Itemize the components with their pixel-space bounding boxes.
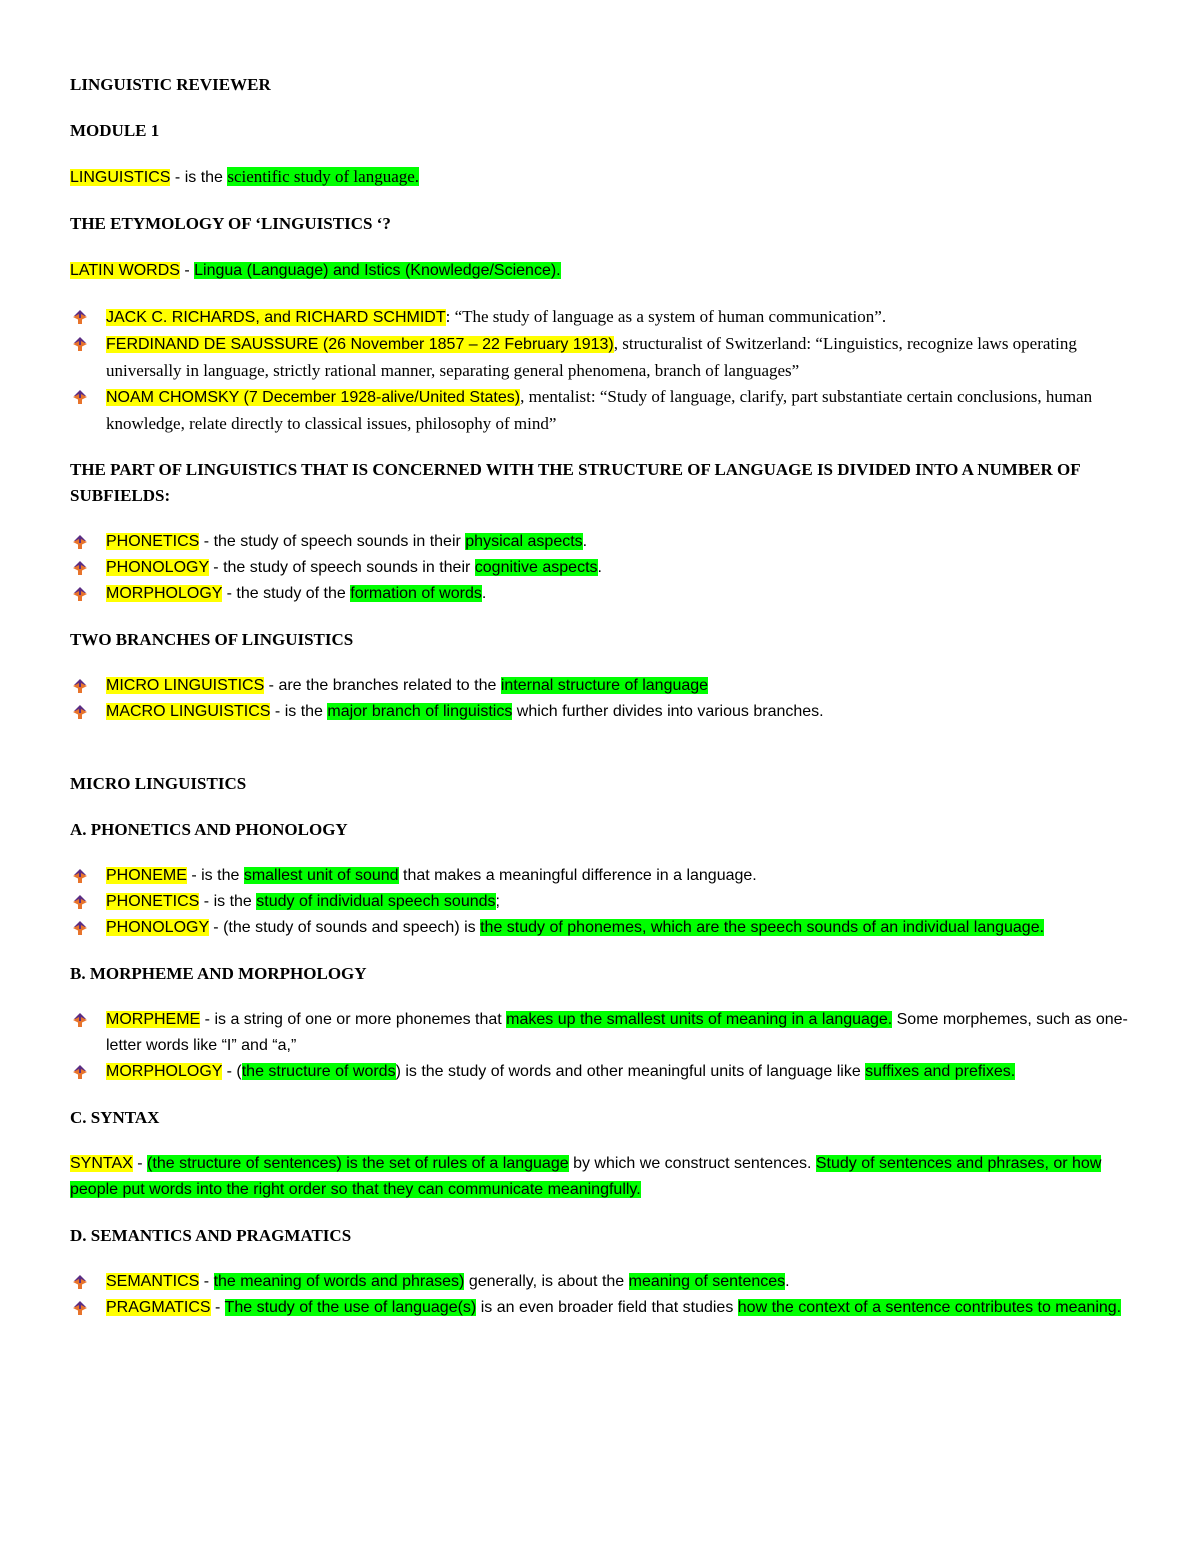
definition-highlight: scientific study of language. (227, 167, 420, 186)
list-item: FERDINAND DE SAUSSURE (26 November 1857 – 22 February 1913), structuralist of Switzerland: “Linguistics, recognize laws operating universally in language, strictly rational manner, separating general phenomena, branch of languages” (70, 331, 1140, 384)
document-title: LINGUISTIC REVIEWER (70, 75, 271, 94)
structure-heading: THE PART OF LINGUISTICS THAT IS CONCERNED WITH THE STRUCTURE OF LANGUAGE IS DIVIDED INTO A NUMBER OF SUBFIELDS: (70, 460, 1081, 505)
bullet-arrow-icon (72, 1300, 88, 1316)
linguistics-definition: LINGUISTICS - is the scientific study of language. (70, 167, 420, 186)
list-item: MORPHOLOGY - the study of the formation of words. (70, 581, 1140, 607)
bullet-arrow-icon (72, 534, 88, 550)
bullet-arrow-icon (72, 309, 88, 325)
definition-highlight: Lingua (Language) and Istics (Knowledge/Science). (194, 262, 561, 279)
list-item: MORPHEME - is a string of one or more phonemes that makes up the smallest units of meaning in a language. Some morphemes, such as one-letter words like “I” and “a,” (70, 1007, 1140, 1059)
bullet-arrow-icon (72, 336, 88, 352)
bullet-arrow-icon (72, 868, 88, 884)
list-item: PHONETICS - the study of speech sounds in their physical aspects. (70, 529, 1140, 555)
list-item: PHONEME - is the smallest unit of sound that makes a meaningful difference in a language. (70, 863, 1140, 889)
module-heading: MODULE 1 (70, 121, 160, 140)
list-item: MICRO LINGUISTICS - are the branches related to the internal structure of language (70, 673, 1140, 699)
definitions-list (70, 304, 1140, 437)
bullet-arrow-icon (72, 1064, 88, 1080)
list-item: PRAGMATICS - The study of the use of language(s) is an even broader field that studies how the context of a sentence contributes to meaning. (70, 1295, 1140, 1321)
list-item: PHONOLOGY - the study of speech sounds in their cognitive aspects. (70, 555, 1140, 581)
section-a-list (70, 863, 1140, 941)
list-item: MACRO LINGUISTICS - is the major branch of linguistics which further divides into various branches. (70, 699, 1140, 725)
micro-heading: MICRO LINGUISTICS (70, 774, 247, 793)
branches-heading: TWO BRANCHES OF LINGUISTICS (70, 630, 354, 649)
bullet-arrow-icon (72, 1274, 88, 1290)
bullet-arrow-icon (72, 560, 88, 576)
spacer (70, 745, 1140, 771)
list-item: NOAM CHOMSKY (7 December 1928-alive/United States), mentalist: “Study of language, clarify, part substantiate certain conclusions, human knowledge, relate directly to classical issues, philosophy of mind” (70, 384, 1140, 437)
list-item: PHONETICS - is the study of individual speech sounds; (70, 889, 1140, 915)
section-c-heading: C. SYNTAX (70, 1108, 160, 1127)
bullet-arrow-icon (72, 920, 88, 936)
branches-list (70, 673, 1140, 725)
term-highlight: SYNTAX (70, 1155, 133, 1172)
section-d-list (70, 1269, 1140, 1321)
subfields-list (70, 529, 1140, 607)
document-page (70, 72, 1140, 1341)
bullet-arrow-icon (72, 894, 88, 910)
bullet-arrow-icon (72, 389, 88, 405)
bullet-arrow-icon (72, 586, 88, 602)
section-b-heading: B. MORPHEME AND MORPHOLOGY (70, 964, 367, 983)
list-item: PHONOLOGY - (the study of sounds and speech) is the study of phonemes, which are the speech sounds of an individual language. (70, 915, 1140, 941)
syntax-paragraph: SYNTAX - (the structure of sentences) is the set of rules of a language by which we construct sentences. Study of sentences and phrases, or how people put words into the right order so that they can communicate meaningfully. (70, 1155, 1102, 1198)
list-item: SEMANTICS - the meaning of words and phrases) generally, is about the meaning of sentences. (70, 1269, 1140, 1295)
etymology-heading: THE ETYMOLOGY OF ‘LINGUISTICS ‘? (70, 214, 391, 233)
term-highlight: LINGUISTICS (70, 169, 171, 186)
section-a-heading: A. PHONETICS AND PHONOLOGY (70, 820, 348, 839)
section-b-list (70, 1007, 1140, 1085)
term-highlight: LATIN WORDS (70, 262, 180, 279)
list-item: MORPHOLOGY - (the structure of words) is the study of words and other meaningful units of language like suffixes and prefixes. (70, 1059, 1140, 1085)
section-d-heading: D. SEMANTICS AND PRAGMATICS (70, 1226, 352, 1245)
latin-words: LATIN WORDS - Lingua (Language) and Istics (Knowledge/Science). (70, 262, 561, 279)
list-item: JACK C. RICHARDS, and RICHARD SCHMIDT: “The study of language as a system of human communication”. (70, 304, 1140, 331)
bullet-arrow-icon (72, 678, 88, 694)
bullet-arrow-icon (72, 704, 88, 720)
bullet-arrow-icon (72, 1012, 88, 1028)
